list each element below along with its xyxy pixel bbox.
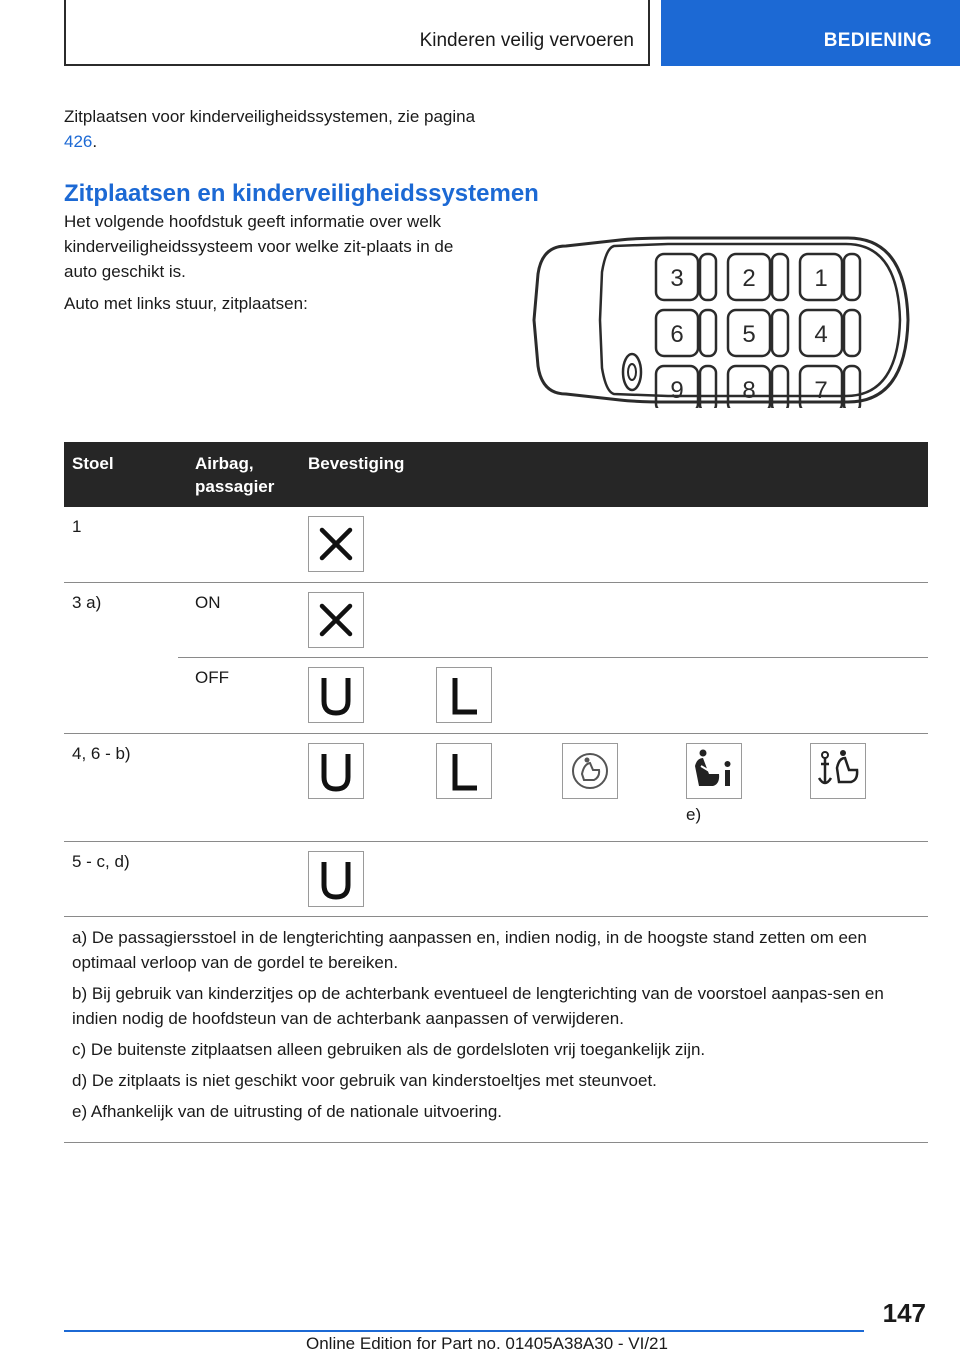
seat-number: 8 [742, 377, 756, 404]
table-row [64, 583, 928, 658]
footer-edition: Online Edition for Part no. 01405A38A30 - VI/21 [306, 1334, 668, 1353]
seat-position-5 [728, 310, 788, 356]
seat-number: 7 [814, 377, 828, 404]
car-seat-diagram [528, 232, 912, 408]
u-icon [308, 851, 364, 907]
table-row [64, 734, 928, 842]
seat-position-3 [656, 254, 716, 300]
u-icon [308, 667, 364, 723]
table-row [64, 658, 928, 734]
isofix-icon [562, 743, 618, 799]
seat-position-4 [800, 310, 860, 356]
airbag-status: ON [195, 593, 221, 612]
l-icon [436, 667, 492, 723]
seat-number: 9 [670, 377, 684, 404]
footnote-c: c) De buitenste zitplaatsen alleen gebruiken als de gordelsloten vrij toegankelijk zijn. [72, 1040, 706, 1059]
page-link[interactable]: 426 [64, 132, 93, 151]
footer-divider [64, 1330, 864, 1332]
footnote-ref: e) [686, 805, 702, 824]
seat-table [64, 442, 928, 1143]
seat-position-1 [800, 254, 860, 300]
seat-number: 5 [742, 321, 756, 348]
footnote-a: a) De passagiersstoel in de lengterichting aanpassen en, indien nodig, in de hoogste stand zetten om een optimaal verloop van de gordel te bereiken. [72, 928, 867, 972]
page-number: 147 [882, 1298, 926, 1328]
seat-label: 1 [72, 517, 82, 536]
l-icon [436, 743, 492, 799]
cross-icon [308, 592, 364, 648]
paragraph-seats: Auto met links stuur, zitplaatsen: [64, 294, 308, 313]
u-icon [308, 743, 364, 799]
seat-number: 4 [814, 321, 828, 348]
car-outline [534, 238, 908, 402]
footnote-b: b) Bij gebruik van kinderzitjes op de achterbank eventueel de lengterichting van de voorstoel aanpas-sen en indien nodig de hoofdsteun van de achterbank aanpassen of verwijderen. [72, 984, 884, 1028]
footnote-d: d) De zitplaats is niet geschikt voor gebruik van kinderstoeltjes met steunvoet. [72, 1071, 657, 1090]
i-size-icon [686, 743, 742, 799]
seat-position-2 [728, 254, 788, 300]
steering-wheel-icon [623, 354, 641, 390]
seat-label: 4, 6 - b) [72, 744, 131, 763]
footnote-e: e) Afhankelijk van de uitrusting of de nationale uitvoering. [72, 1102, 502, 1121]
seat-position-6 [656, 310, 716, 356]
seat-number: 1 [814, 265, 828, 292]
seat-number: 2 [742, 265, 756, 292]
paragraph-info: Het volgende hoofdstuk geeft informatie over welk kinderveiligheidssysteem voor welke zit-plaats in de auto geschikt is. [64, 212, 454, 281]
header-airbag: Airbag, passagier [195, 454, 275, 496]
table-row [64, 507, 928, 583]
header-section-box [64, 0, 650, 66]
table-header [64, 442, 928, 507]
header-fixation: Bevestiging [308, 454, 405, 473]
seat-label: 5 - c, d) [72, 852, 130, 871]
intro-text: Zitplaatsen voor kinderveiligheidssystemen, zie pagina 426. [64, 107, 476, 151]
cross-icon [308, 516, 364, 572]
header-chapter-box [661, 0, 960, 66]
header-seat: Stoel [72, 454, 114, 473]
seat-number: 3 [670, 265, 684, 292]
top-tether-icon [810, 743, 866, 799]
section-title: Kinderen veilig vervoeren [419, 30, 634, 51]
chapter-title: BEDIENING [823, 30, 932, 51]
table-footnotes [64, 917, 928, 1143]
seat-number: 6 [670, 321, 684, 348]
table-row [64, 842, 928, 917]
seat-label: 3 a) [72, 593, 102, 612]
section-heading: Zitplaatsen en kinderveiligheidssystemen [64, 180, 539, 207]
airbag-status: OFF [195, 668, 229, 687]
